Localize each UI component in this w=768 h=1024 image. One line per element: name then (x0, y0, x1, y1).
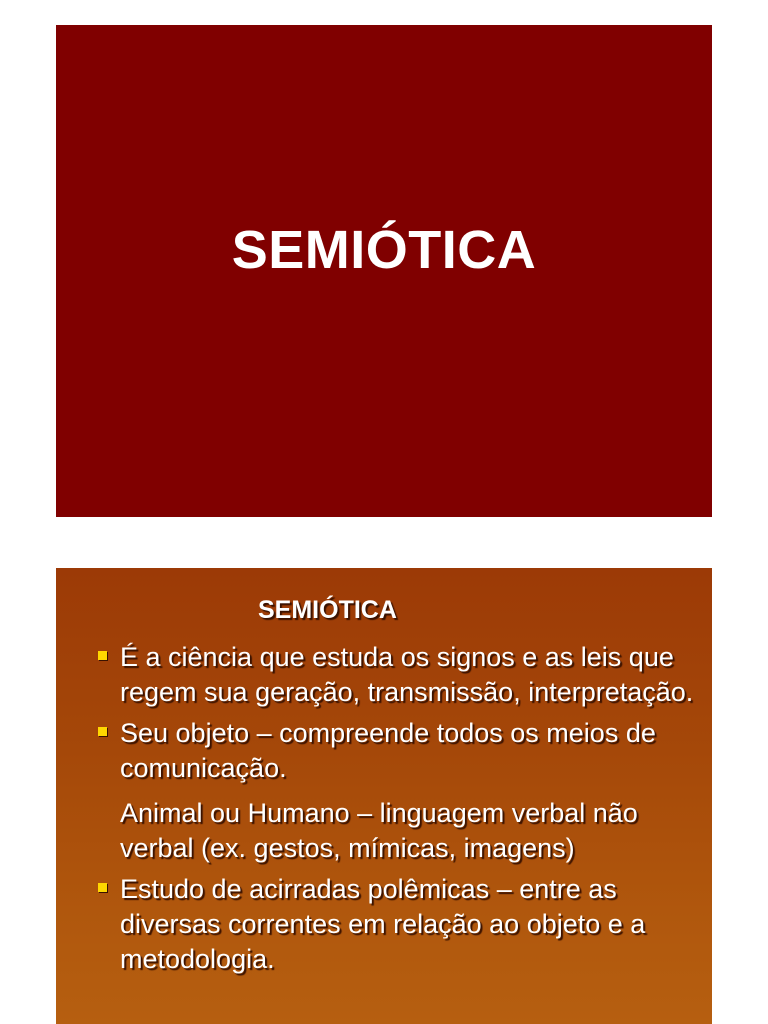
slide-title: SEMIÓTICA (231, 220, 537, 280)
bullet-item (94, 872, 694, 977)
sub-paragraph (94, 796, 694, 866)
square-bullet-icon (98, 651, 107, 660)
square-bullet-icon (98, 727, 107, 736)
bullet-text: Estudo de acirradas polêmicas – entre as diversas correntes em relação ao objeto e a metodologia. (120, 874, 646, 974)
content-slide (56, 568, 712, 1024)
bullet-list (94, 640, 694, 983)
bullet-text: Seu objeto – compreende todos os meios de comunicação. (120, 718, 656, 783)
bullet-item (94, 640, 694, 710)
content-slide-title: SEMIÓTICA (258, 596, 397, 624)
bullet-item (94, 716, 694, 786)
bullet-text: É a ciência que estuda os signos e as leis que regem sua geração, transmissão, interpretação. (120, 642, 694, 707)
title-slide (56, 25, 712, 517)
square-bullet-icon (98, 883, 107, 892)
sub-paragraph-text: Animal ou Humano – linguagem verbal não verbal (ex. gestos, mímicas, imagens) (120, 798, 638, 863)
